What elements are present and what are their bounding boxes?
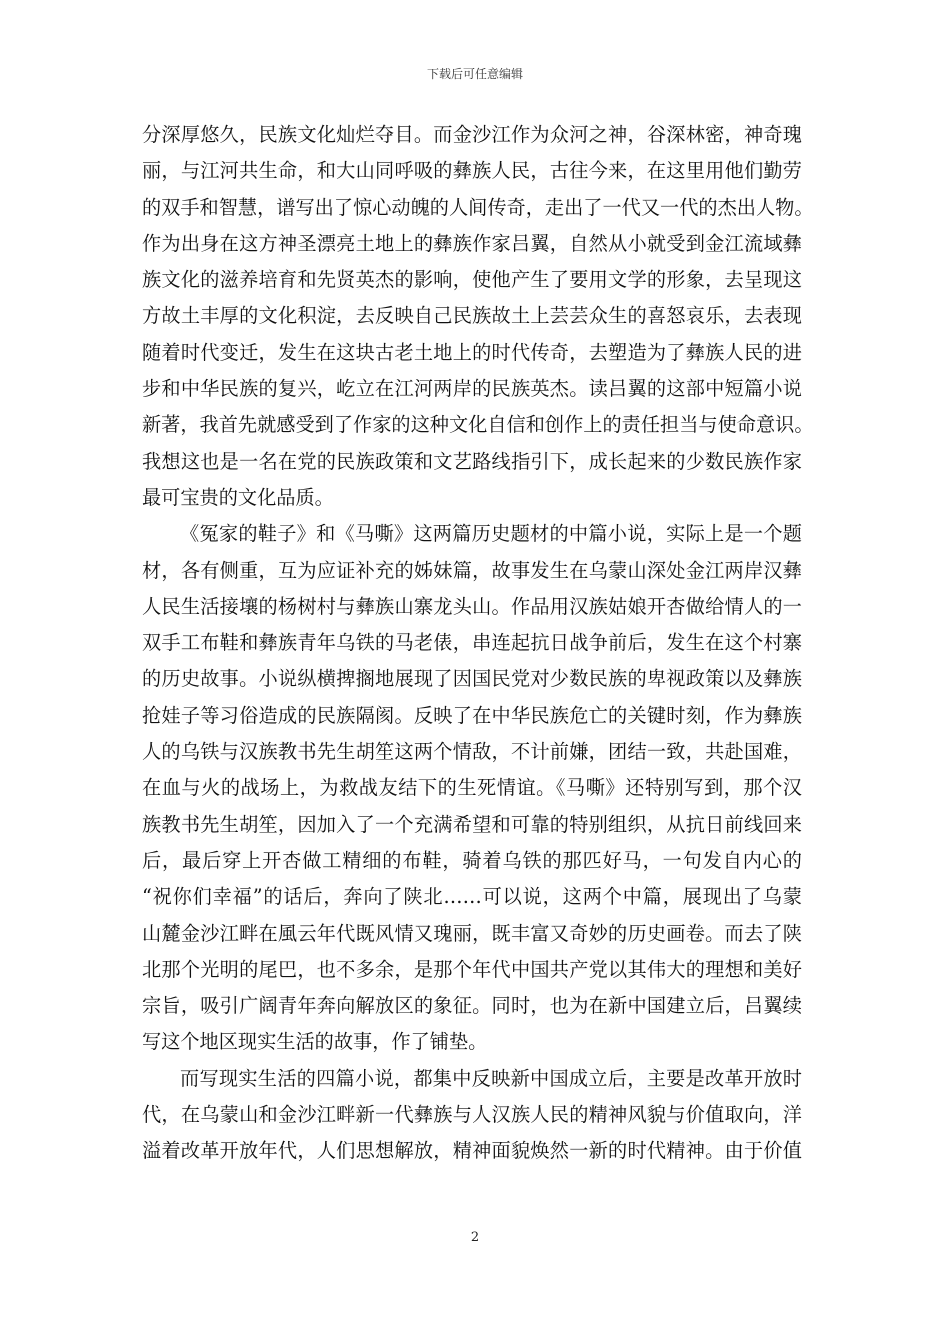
- text-line: 最可宝贵的文化品质。: [142, 485, 334, 509]
- text-line-paragraph-start: 而写现实生活的四篇小说，都集中反映新中国成立后，主要是改革开放时: [180, 1066, 802, 1090]
- text-line: 山麓金沙江畔在風云年代既风情又瑰丽，既丰富又奇妙的历史画卷。而去了陕: [142, 921, 802, 945]
- text-line: 人的乌铁与汉族教书先生胡笙这两个情敌，不计前嫌，团结一致，共赴国难，: [142, 740, 802, 764]
- text-line: 族教书先生胡笙，因加入了一个充满希望和可靠的特别组织，从抗日前线回来: [142, 812, 802, 836]
- text-line: 作为出身在这方神圣漂亮土地上的彝族作家吕翼，自然从小就受到金江流域彝: [142, 231, 802, 255]
- text-line: 双手工布鞋和彝族青年乌铁的马老俵，串连起抗日战争前后，发生在这个村寨: [142, 631, 802, 655]
- text-line: 抢娃子等习俗造成的民族隔阂。反映了在中华民族危亡的关键时刻，作为彝族: [142, 703, 802, 727]
- text-line: 人民生活接壤的杨树村与彝族山寨龙头山。作品用汉族姑娘开杏做给情人的一: [142, 594, 802, 618]
- text-line: 材，各有侧重，互为应证补充的姊妹篇，故事发生在乌蒙山深处金江两岸汉彝: [142, 558, 802, 582]
- text-line: 新著，我首先就感受到了作家的这种文化自信和创作上的责任担当与使命意识。: [142, 413, 814, 437]
- text-line-paragraph-start: 《冤家的鞋子》和《马嘶》这两篇历史题材的中篇小说，实际上是一个题: [180, 522, 802, 546]
- text-line: 后，最后穿上开杏做工精细的布鞋，骑着乌铁的那匹好马，一句发自内心的: [142, 848, 802, 872]
- page-number: 2: [470, 1230, 480, 1245]
- text-line: 族文化的滋养培育和先贤英杰的影响，使他产生了要用文学的形象，去呈现这: [142, 268, 802, 292]
- text-line: 代，在乌蒙山和金沙江畔新一代彝族与人汉族人民的精神风貌与价值取向，洋: [142, 1103, 802, 1127]
- text-line: 丽，与江河共生命，和大山同呼吸的彝族人民，古往今来，在这里用他们勤劳: [142, 159, 802, 183]
- text-line: 分深厚悠久，民族文化灿烂夺目。而金沙江作为众河之神，谷深林密，神奇瑰: [142, 123, 802, 146]
- text-line: 在血与火的战场上，为救战友结下的生死情谊。《马嘶》还特别写到，那个汉: [142, 776, 802, 800]
- text-line: 随着时代变迁，发生在这块古老土地上的时代传奇，去塑造为了彝族人民的进: [142, 340, 802, 364]
- text-line: 宗旨，吸引广阔青年奔向解放区的象征。同时，也为在新中国建立后，吕翼续: [142, 994, 802, 1018]
- text-line: 方故土丰厚的文化积淀，去反映自己民族故土上芸芸众生的喜怒哀乐，去表现: [142, 304, 802, 328]
- text-line: 步和中华民族的复兴，屹立在江河两岸的民族英杰。读吕翼的这部中短篇小说: [142, 377, 802, 401]
- text-line: 的双手和智慧，谱写出了惊心动魄的人间传奇，走出了一代又一代的杰出人物。: [142, 195, 814, 219]
- text-line: 我想这也是一名在党的民族政策和文艺路线指引下，成长起来的少数民族作家: [142, 449, 802, 473]
- text-line: 写这个地区现实生活的故事，作了铺垫。: [142, 1030, 488, 1054]
- text-line: 的历史故事。小说纵横捭搁地展现了因国民党对少数民族的卑视政策以及彝族: [142, 667, 802, 691]
- text-line: 溢着改革开放年代，人们思想解放，精神面貌焕然一新的时代精神。由于价值: [142, 1139, 802, 1163]
- body-text: [142, 117, 814, 1170]
- page-header: 下载后可任意编辑: [426, 67, 523, 81]
- text-line: 北那个光明的尾巴，也不多余，是那个年代中国共产党以其伟大的理想和美好: [142, 957, 802, 981]
- text-line: “祝你们幸福”的话后，奔向了陕北……可以说，这两个中篇，展现出了乌蒙: [142, 885, 802, 909]
